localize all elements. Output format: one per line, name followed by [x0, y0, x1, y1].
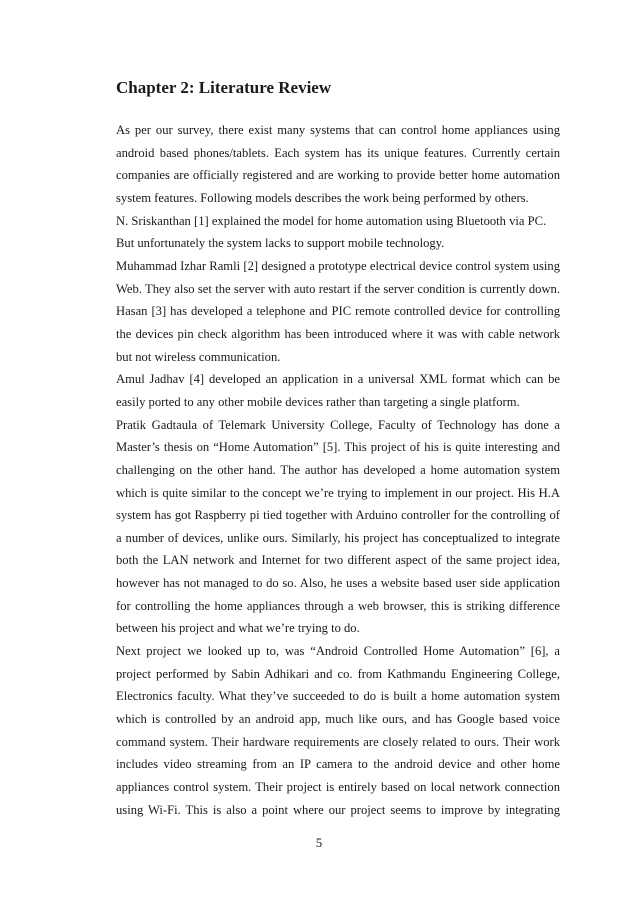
text-line: As per our survey, there exist many systems that can control home appliances using: [116, 123, 560, 137]
page-number: 5: [315, 836, 323, 850]
text-line: easily ported to any other mobile devices rather than targeting a single platform.: [116, 394, 520, 409]
text-line: But unfortunately the system lacks to support mobile technology.: [116, 236, 445, 251]
text-line: both the LAN network and Internet for two different aspect of the same project idea,: [116, 553, 560, 568]
text-line: Amul Jadhav [4] developed an application in a universal XML format which can be: [116, 372, 560, 387]
text-line: using Wi-Fi. This is also a point where our project seems to improve by integrating: [116, 802, 560, 817]
text-line: command system. Their hardware requirements are closely related to ours. Their work: [116, 734, 560, 749]
text-line: but not wireless communication.: [116, 349, 281, 364]
text-line: which is controlled by an android app, much like ours, and has Google based voice: [116, 712, 560, 727]
text-line: between his project and what we’re trying to do.: [116, 621, 360, 636]
text-line: Hasan [3] has developed a telephone and PIC remote controlled device for controlling: [116, 304, 560, 319]
text-line: the devices pin check algorithm has been introduced where it was with cable network: [116, 326, 560, 341]
body-text: [116, 119, 560, 821]
text-line: android based phones/tablets. Each system has its unique features. Currently certain: [116, 145, 560, 160]
text-line: Electronics faculty. What they’ve succeeded to do is built a home automation system: [116, 689, 560, 704]
text-line: system has got Raspberry pi tied together with Arduino controller for the controlling of: [116, 508, 560, 523]
text-line: system features. Following models describes the work being performed by others.: [116, 190, 529, 205]
text-line: project performed by Sabin Adhikari and co. from Kathmandu Engineering College,: [116, 666, 560, 681]
text-line: companies are officially registered and are working to provide better home automation: [116, 168, 560, 183]
text-line: appliances control system. Their project is entirely based on local network connection: [116, 780, 560, 795]
text-line: Pratik Gadtaula of Telemark University College, Faculty of Technology has done a: [116, 417, 560, 432]
text-line: which is quite similar to the concept we’re trying to implement in our project. His H.A: [116, 485, 560, 500]
text-line: includes video streaming from an IP camera to the android device and other home: [116, 757, 560, 772]
text-line: challenging on the other hand. The author has developed a home automation system: [116, 462, 560, 477]
text-line: a number of devices, unlike ours. Similarly, his project has conceptualized to integrate: [116, 530, 560, 545]
chapter-heading: Chapter 2: Literature Review: [116, 78, 332, 97]
text-line: Next project we looked up to, was “Android Controlled Home Automation” [6], a: [116, 644, 560, 659]
text-line: for controlling the home appliances through a web browser, this is striking difference: [116, 598, 560, 613]
text-line: Master’s thesis on “Home Automation” [5]. This project of his is quite interesting and: [116, 440, 560, 455]
text-line: N. Sriskanthan [1] explained the model for home automation using Bluetooth via PC.: [116, 213, 547, 228]
text-line: however has not managed to do so. Also, he uses a website based user side application: [116, 576, 560, 591]
text-line: Web. They also set the server with auto restart if the server condition is currently down.: [116, 281, 560, 296]
text-line: Muhammad Izhar Ramli [2] designed a prototype electrical device control system using: [116, 258, 560, 273]
